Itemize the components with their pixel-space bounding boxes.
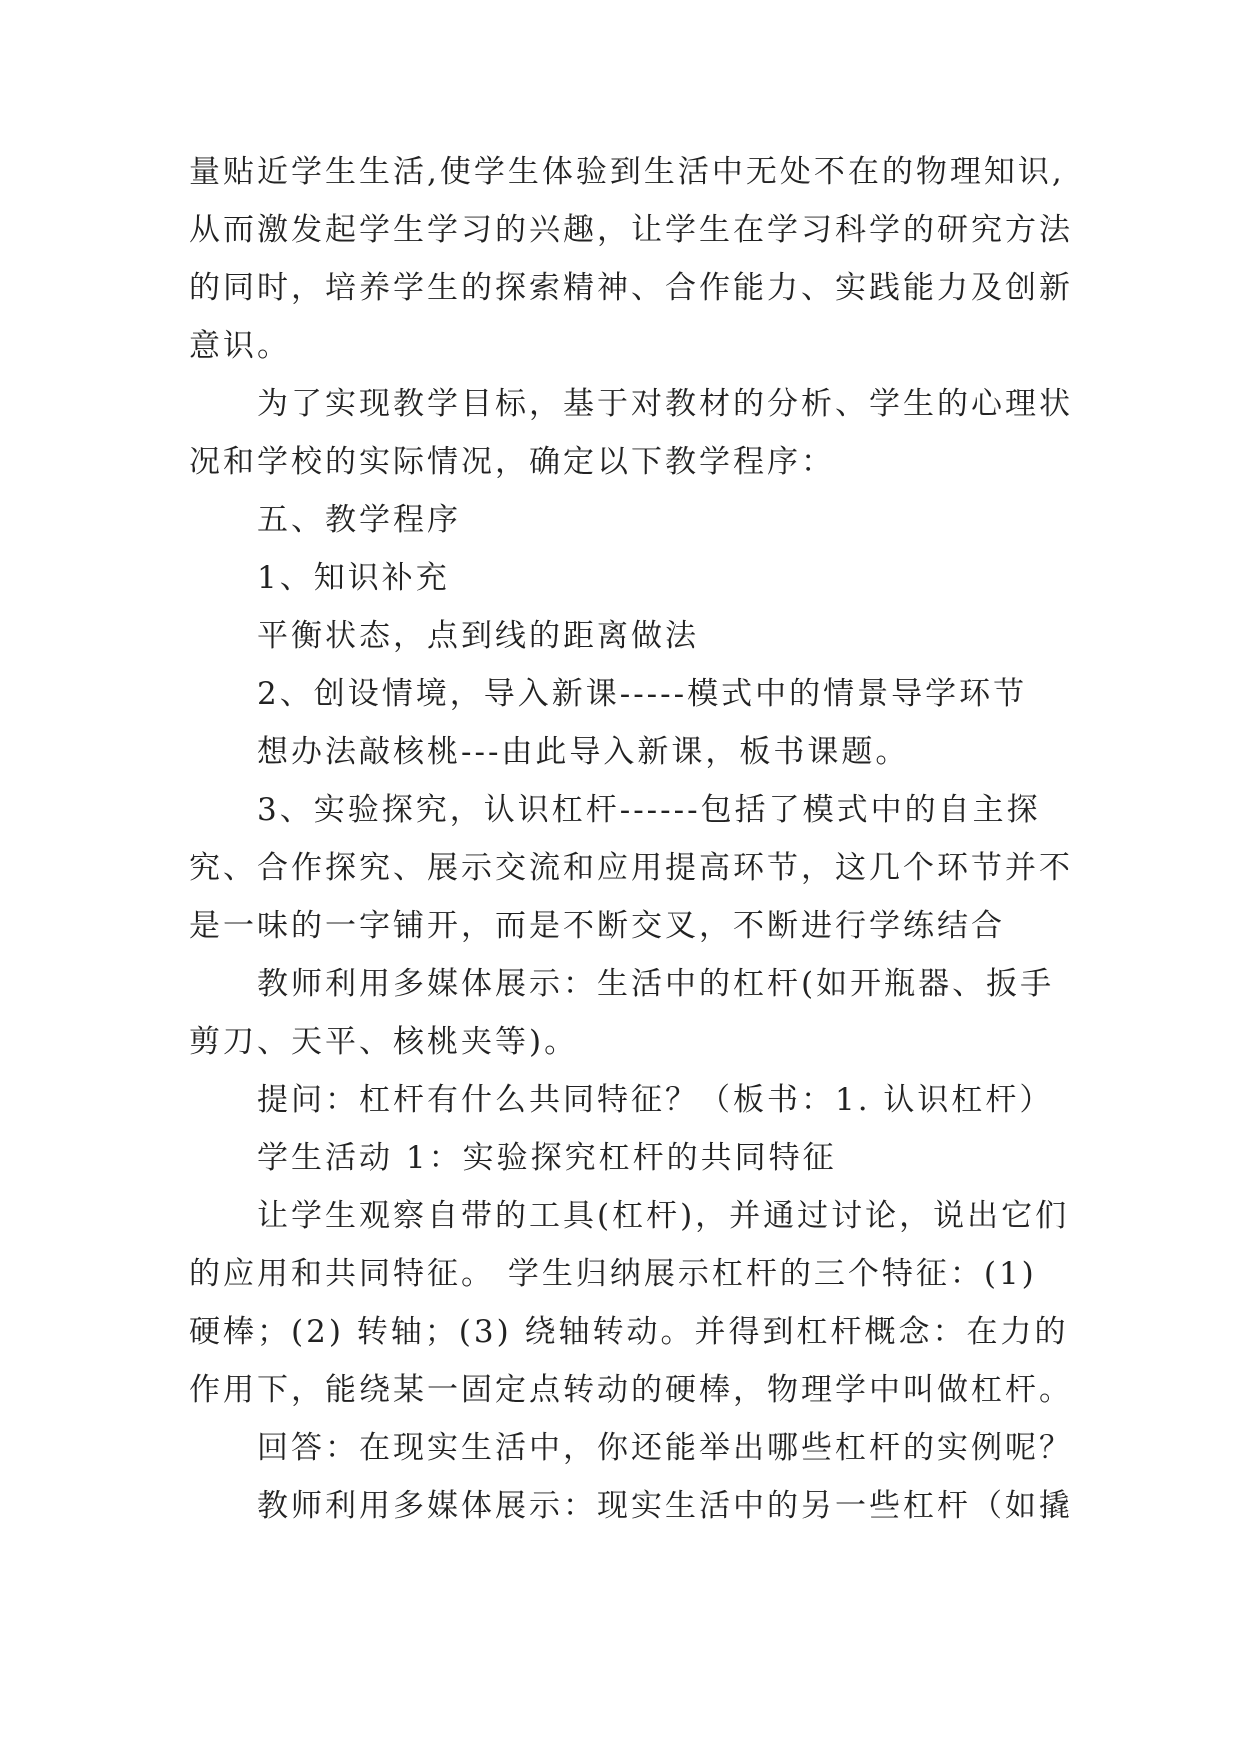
- text-line-8: 1、知识补充: [257, 560, 450, 596]
- text-line-11: 想办法敲核桃---由此导入新课，板书课题。: [257, 734, 910, 770]
- text-line-23: 回答：在现实生活中，你还能举出哪些杠杆的实例呢？: [257, 1430, 1073, 1466]
- text-line-2: 从而激发起学生学习的兴趣，让学生在学习科学的研究方法: [189, 212, 1073, 248]
- text-line-16: 剪刀、天平、核桃夹等)。: [189, 1024, 579, 1060]
- text-line-1: 量贴近学生生活,使学生体验到生活中无处不在的物理知识,: [189, 154, 1065, 190]
- text-line-10: 2、创设情境，导入新课-----模式中的情景导学环节: [257, 676, 1028, 712]
- text-line-15: 教师利用多媒体展示：生活中的杠杆(如开瓶器、扳手: [257, 966, 1055, 1002]
- text-line-24: 教师利用多媒体展示：现实生活中的另一些杠杆（如撬: [257, 1488, 1073, 1524]
- text-line-12: 3、实验探究，认识杠杆------包括了模式中的自主探: [257, 792, 1041, 828]
- text-line-21: 硬棒；(2) 转轴；(3) 绕轴转动。并得到杠杆概念：在力的: [189, 1314, 1069, 1350]
- text-line-22: 作用下，能绕某一固定点转动的硬棒，物理学中叫做杠杆。: [189, 1372, 1073, 1408]
- section-heading-teaching-procedure: 五、教学程序: [257, 502, 461, 538]
- text-line-9: 平衡状态，点到线的距离做法: [257, 618, 699, 654]
- text-line-3: 的同时，培养学生的探索精神、合作能力、实践能力及创新: [189, 270, 1073, 306]
- text-line-20: 的应用和共同特征。 学生归纳展示杠杆的三个特征：(1): [189, 1256, 1037, 1292]
- text-line-6: 况和学校的实际情况，确定以下教学程序：: [189, 444, 835, 480]
- text-line-14: 是一味的一字铺开，而是不断交叉，不断进行学练结合: [189, 908, 1005, 944]
- text-line-18: 学生活动 1：实验探究杠杆的共同特征: [257, 1140, 837, 1176]
- text-line-4: 意识。: [189, 328, 291, 364]
- text-line-17: 提问：杠杆有什么共同特征？（板书：1. 认识杠杆）: [257, 1082, 1054, 1118]
- text-line-5: 为了实现教学目标，基于对教材的分析、学生的心理状: [257, 386, 1073, 422]
- text-line-19: 让学生观察自带的工具(杠杆)，并通过讨论，说出它们: [257, 1198, 1070, 1234]
- text-line-13: 究、合作探究、展示交流和应用提高环节，这几个环节并不: [189, 850, 1073, 886]
